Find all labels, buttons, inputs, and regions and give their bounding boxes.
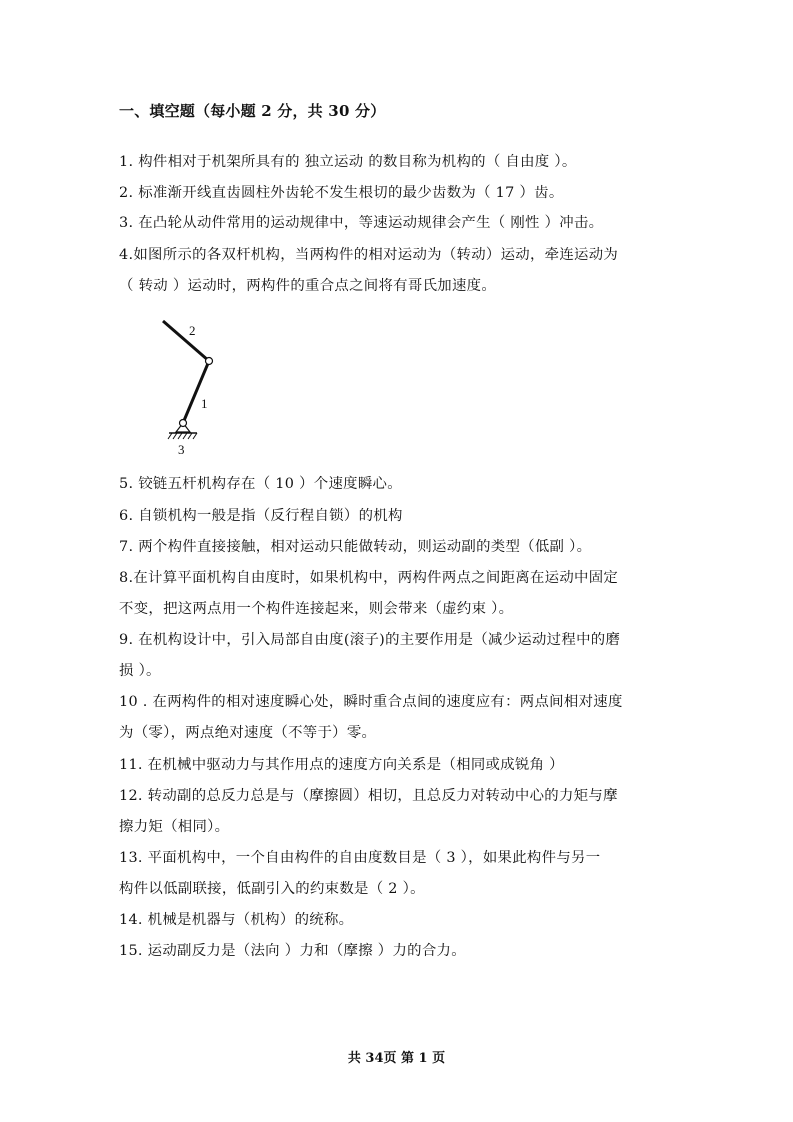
question-line: 7. 两个构件直接接触，相对运动只能做转动，则运动副的类型（低副 ）。 xyxy=(119,539,592,555)
question-line: 擦力矩（相同）。 xyxy=(119,819,230,835)
question-line: 1. 构件相对于机架所具有的 独立运动 的数目称为机构的（ 自由度 ）。 xyxy=(119,154,577,170)
label-link-2: 2 xyxy=(189,323,196,338)
question-line: （ 转动 ）运动时，两构件的重合点之间将有哥氏加速度。 xyxy=(119,278,497,294)
revolute-joint-icon xyxy=(206,358,213,365)
question-line: 3. 在凸轮从动件常用的运动规律中，等速运动规律会产生（ 刚性 ）冲击。 xyxy=(119,215,604,231)
link-2 xyxy=(163,321,209,361)
link-1 xyxy=(183,361,209,423)
question-line: 10 . 在两构件的相对速度瞬心处，瞬时重合点间的速度应有：两点间相对速度 xyxy=(119,694,623,710)
question-line: 为（零），两点绝对速度（不等于）零。 xyxy=(119,725,377,741)
question-line: 14. 机械是机器与（机构）的统称。 xyxy=(119,912,354,928)
label-link-1: 1 xyxy=(201,396,208,411)
section-heading: 一、填空题（每小题 2 分，共 30 分） xyxy=(119,102,386,120)
question-line: 12. 转动副的总反力总是与（摩擦圆）相切，且总反力对转动中心的力矩与摩 xyxy=(119,788,618,804)
question-line: 不变，把这两点用一个构件连接起来，则会带来（虚约束 ）。 xyxy=(119,601,514,617)
question-line: 6. 自锁机构一般是指（反行程自锁）的机构 xyxy=(119,508,403,524)
ground-hatch-icon xyxy=(168,433,197,439)
question-line: 构件以低副联接，低副引入的约束数是（ 2 ）。 xyxy=(119,881,425,897)
question-line: 9. 在机构设计中，引入局部自由度(滚子)的主要作用是（减少运动过程中的磨 xyxy=(119,632,621,648)
question-line: 5. 铰链五杆机构存在（ 10 ）个速度瞬心。 xyxy=(119,476,402,492)
question-line: 损 ）。 xyxy=(119,663,161,679)
label-frame-3: 3 xyxy=(178,442,185,457)
two-link-mechanism-figure xyxy=(119,308,249,463)
question-line: 13. 平面机构中，一个自由构件的自由度数目是（ 3 ），如果此构件与另一 xyxy=(119,850,601,866)
question-line: 11. 在机械中驱动力与其作用点的速度方向关系是（相同或成锐角 ） xyxy=(119,757,564,773)
page-footer: 共 34页 第 1 页 xyxy=(347,1051,446,1066)
pivot-joint-icon xyxy=(180,420,187,427)
question-line: 8.在计算平面机构自由度时，如果机构中，两构件两点之间距离在运动中固定 xyxy=(119,570,619,586)
question-line: 15. 运动副反力是（法向 ）力和（摩擦 ）力的合力。 xyxy=(119,943,466,959)
question-line: 2. 标准渐开线直齿圆柱外齿轮不发生根切的最少齿数为（ 17 ）齿。 xyxy=(119,185,564,201)
question-line: 4.如图所示的各双杆机构，当两构件的相对运动为（转动）运动，牵连运动为 xyxy=(119,247,619,263)
